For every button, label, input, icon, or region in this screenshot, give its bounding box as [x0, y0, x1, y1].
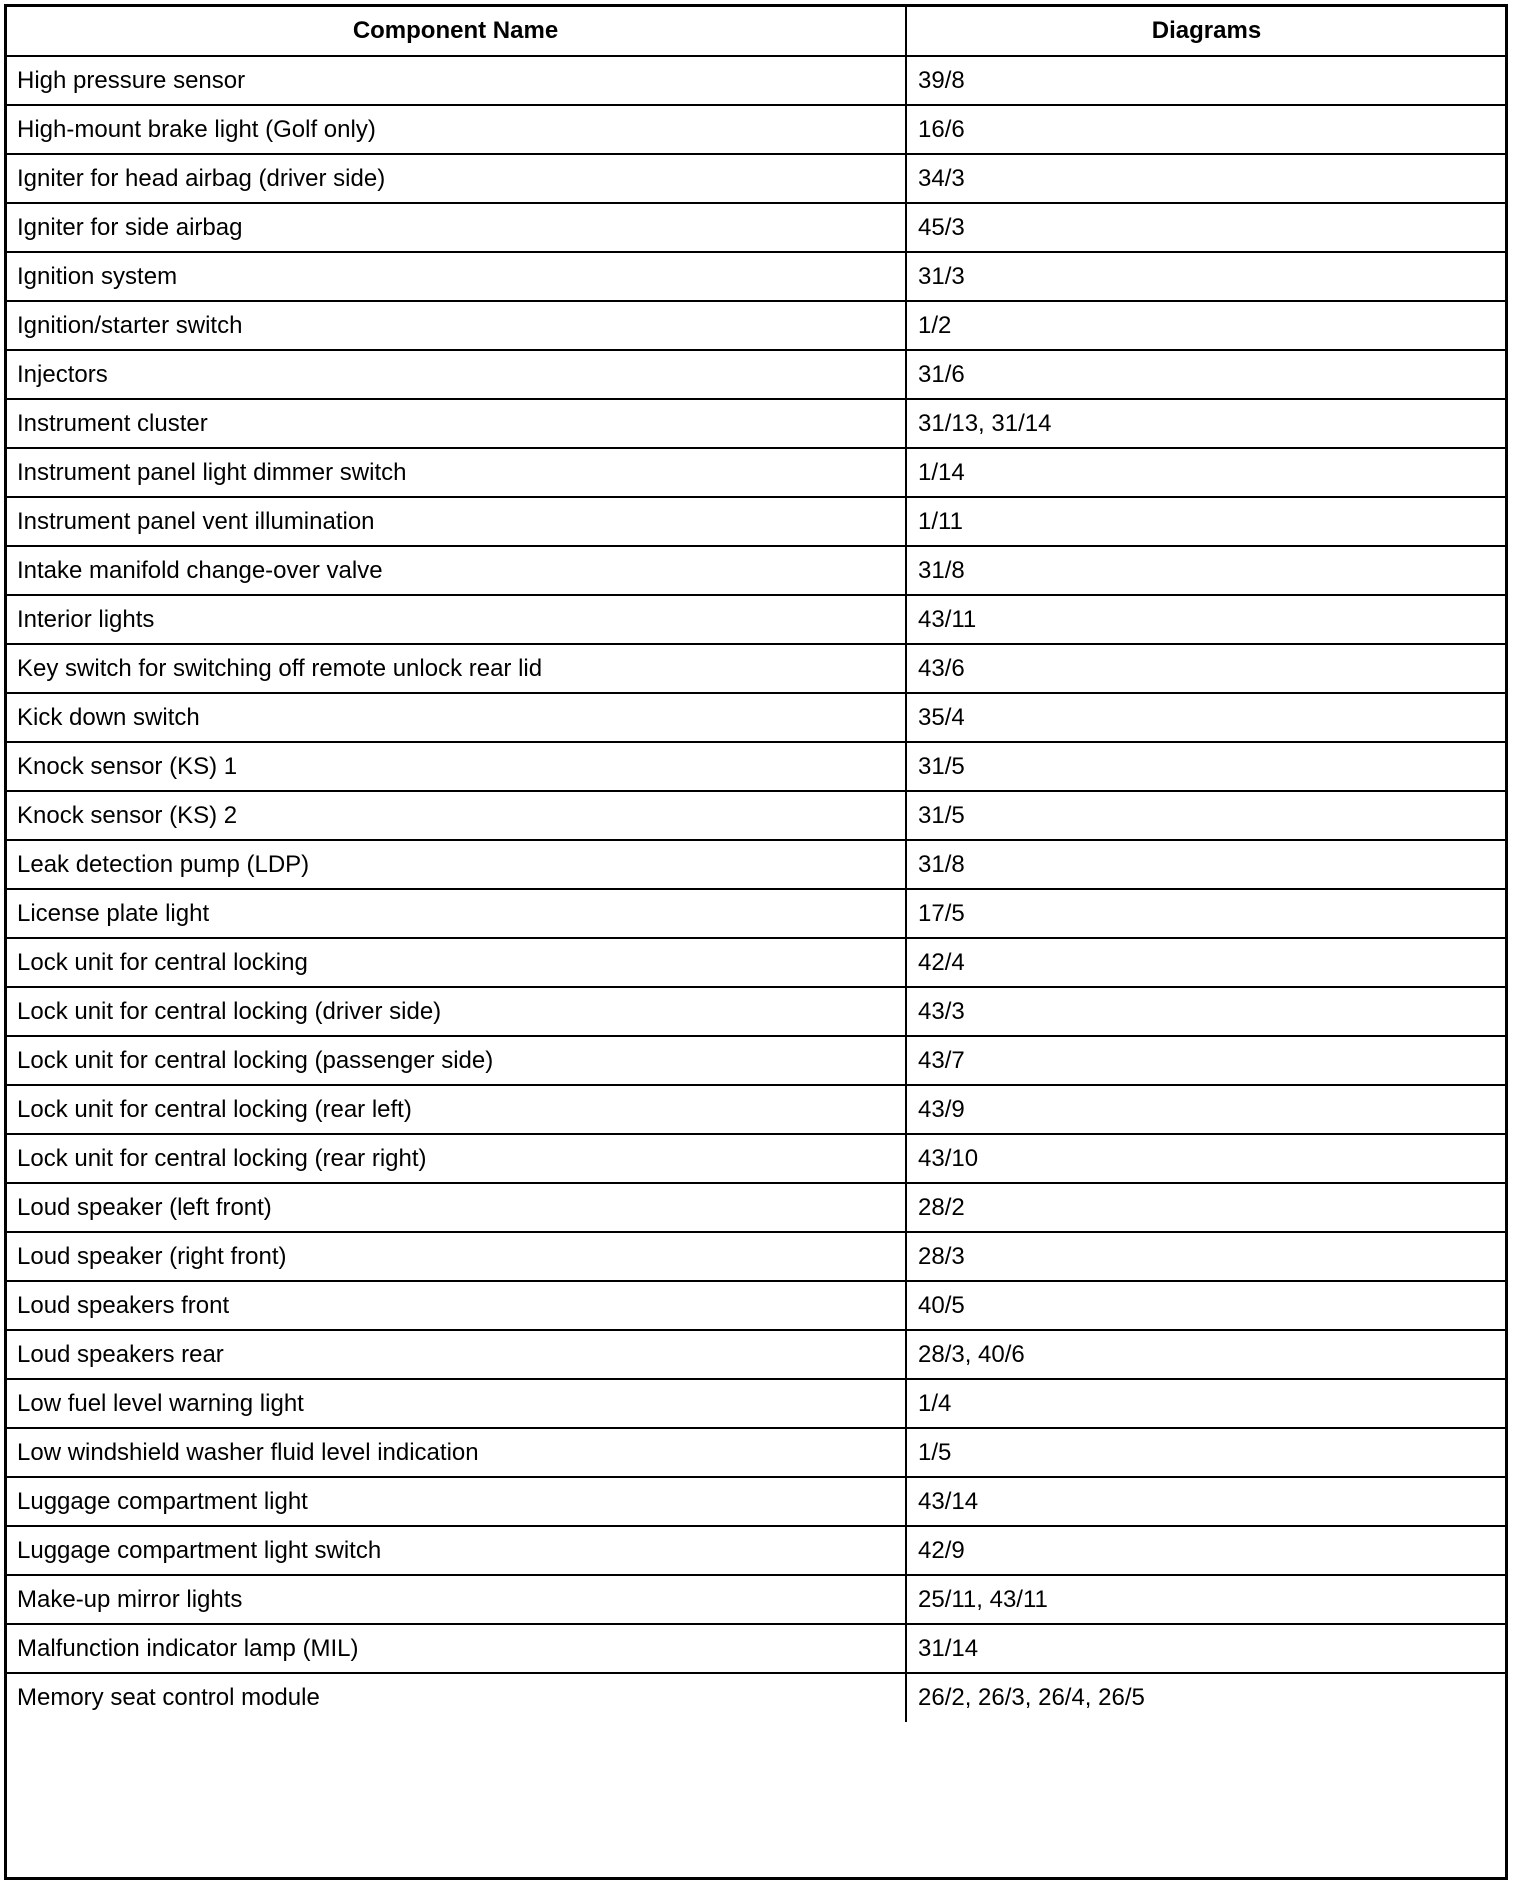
- table-row: [6, 252, 1506, 301]
- table-row: [6, 1624, 1506, 1673]
- diagrams-cell: 1/14: [906, 448, 1506, 497]
- table-row: [6, 791, 1506, 840]
- component-name-cell: Loud speakers front: [6, 1281, 906, 1330]
- diagrams-cell: 28/3, 40/6: [906, 1330, 1506, 1379]
- table-row: [6, 350, 1506, 399]
- diagrams-cell: 31/14: [906, 1624, 1506, 1673]
- diagrams-cell: 35/4: [906, 693, 1506, 742]
- diagrams-cell: 43/10: [906, 1134, 1506, 1183]
- component-name-cell: Lock unit for central locking (driver side): [6, 987, 906, 1036]
- diagrams-cell: 31/5: [906, 791, 1506, 840]
- component-name-cell: Lock unit for central locking: [6, 938, 906, 987]
- table-row: [6, 546, 1506, 595]
- table-row: [6, 1673, 1506, 1722]
- diagrams-cell: 31/8: [906, 840, 1506, 889]
- table-row: [6, 1036, 1506, 1085]
- table-row: [6, 889, 1506, 938]
- diagrams-cell: 45/3: [906, 203, 1506, 252]
- diagrams-cell: 25/11, 43/11: [906, 1575, 1506, 1624]
- diagrams-cell: 31/6: [906, 350, 1506, 399]
- table-row: [6, 1183, 1506, 1232]
- component-name-cell: Memory seat control module: [6, 1673, 906, 1722]
- component-name-cell: Ignition system: [6, 252, 906, 301]
- table-row: [6, 56, 1506, 105]
- table-row: [6, 1085, 1506, 1134]
- diagrams-cell: 17/5: [906, 889, 1506, 938]
- diagrams-cell: 26/2, 26/3, 26/4, 26/5: [906, 1673, 1506, 1722]
- diagrams-cell: 42/9: [906, 1526, 1506, 1575]
- diagrams-cell: 31/3: [906, 252, 1506, 301]
- table-row: [6, 1379, 1506, 1428]
- component-name-cell: Luggage compartment light: [6, 1477, 906, 1526]
- diagrams-cell: 1/4: [906, 1379, 1506, 1428]
- component-diagram-table: [6, 6, 1506, 1722]
- component-name-cell: Knock sensor (KS) 2: [6, 791, 906, 840]
- component-name-cell: Lock unit for central locking (passenger side): [6, 1036, 906, 1085]
- component-name-cell: Interior lights: [6, 595, 906, 644]
- component-name-cell: Instrument panel light dimmer switch: [6, 448, 906, 497]
- table-row: [6, 1526, 1506, 1575]
- table-row: [6, 1575, 1506, 1624]
- diagrams-cell: 42/4: [906, 938, 1506, 987]
- diagrams-cell: 34/3: [906, 154, 1506, 203]
- table-row: [6, 644, 1506, 693]
- component-name-cell: Low fuel level warning light: [6, 1379, 906, 1428]
- table-row: [6, 987, 1506, 1036]
- component-name-cell: Low windshield washer fluid level indication: [6, 1428, 906, 1477]
- component-name-cell: Key switch for switching off remote unlock rear lid: [6, 644, 906, 693]
- table-row: [6, 1477, 1506, 1526]
- diagrams-cell: 31/13, 31/14: [906, 399, 1506, 448]
- component-name-cell: Loud speakers rear: [6, 1330, 906, 1379]
- component-name-cell: Loud speaker (right front): [6, 1232, 906, 1281]
- header-component-name: Component Name: [6, 6, 906, 56]
- table-row: [6, 595, 1506, 644]
- diagrams-cell: 31/8: [906, 546, 1506, 595]
- component-name-cell: Lock unit for central locking (rear left): [6, 1085, 906, 1134]
- table-row: [6, 448, 1506, 497]
- table-row: [6, 693, 1506, 742]
- table-row: [6, 1428, 1506, 1477]
- diagrams-cell: 43/6: [906, 644, 1506, 693]
- table-row: [6, 203, 1506, 252]
- component-name-cell: Instrument cluster: [6, 399, 906, 448]
- component-name-cell: Loud speaker (left front): [6, 1183, 906, 1232]
- component-name-cell: Lock unit for central locking (rear right): [6, 1134, 906, 1183]
- table-body: [6, 56, 1506, 1722]
- component-name-cell: Ignition/starter switch: [6, 301, 906, 350]
- component-name-cell: Igniter for head airbag (driver side): [6, 154, 906, 203]
- diagrams-cell: 31/5: [906, 742, 1506, 791]
- component-name-cell: Kick down switch: [6, 693, 906, 742]
- diagrams-cell: 43/14: [906, 1477, 1506, 1526]
- table-row: [6, 1134, 1506, 1183]
- table-row: [6, 154, 1506, 203]
- diagrams-cell: 39/8: [906, 56, 1506, 105]
- component-name-cell: Knock sensor (KS) 1: [6, 742, 906, 791]
- table-row: [6, 497, 1506, 546]
- diagrams-cell: 16/6: [906, 105, 1506, 154]
- diagrams-cell: 1/2: [906, 301, 1506, 350]
- component-name-cell: Make-up mirror lights: [6, 1575, 906, 1624]
- component-name-cell: Intake manifold change-over valve: [6, 546, 906, 595]
- component-name-cell: High-mount brake light (Golf only): [6, 105, 906, 154]
- diagrams-cell: 40/5: [906, 1281, 1506, 1330]
- component-name-cell: High pressure sensor: [6, 56, 906, 105]
- table-row: [6, 1330, 1506, 1379]
- diagrams-cell: 28/3: [906, 1232, 1506, 1281]
- diagrams-cell: 43/9: [906, 1085, 1506, 1134]
- table-header-row: [6, 6, 1506, 56]
- table-row: [6, 399, 1506, 448]
- table-row: [6, 301, 1506, 350]
- diagrams-cell: 43/7: [906, 1036, 1506, 1085]
- component-name-cell: Instrument panel vent illumination: [6, 497, 906, 546]
- component-name-cell: Leak detection pump (LDP): [6, 840, 906, 889]
- table-row: [6, 105, 1506, 154]
- diagrams-cell: 43/3: [906, 987, 1506, 1036]
- component-name-cell: Malfunction indicator lamp (MIL): [6, 1624, 906, 1673]
- table-row: [6, 1281, 1506, 1330]
- diagrams-cell: 28/2: [906, 1183, 1506, 1232]
- table-row: [6, 840, 1506, 889]
- component-name-cell: Injectors: [6, 350, 906, 399]
- diagrams-cell: 1/11: [906, 497, 1506, 546]
- header-diagrams: Diagrams: [906, 6, 1506, 56]
- component-name-cell: Luggage compartment light switch: [6, 1526, 906, 1575]
- component-name-cell: Igniter for side airbag: [6, 203, 906, 252]
- table-row: [6, 1232, 1506, 1281]
- table-row: [6, 938, 1506, 987]
- diagrams-cell: 43/11: [906, 595, 1506, 644]
- component-name-cell: License plate light: [6, 889, 906, 938]
- diagrams-cell: 1/5: [906, 1428, 1506, 1477]
- table-row: [6, 742, 1506, 791]
